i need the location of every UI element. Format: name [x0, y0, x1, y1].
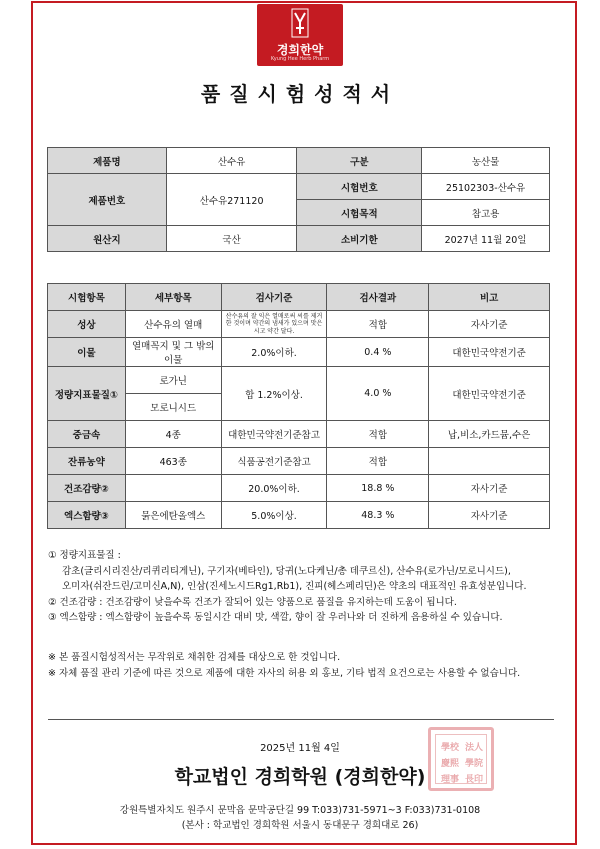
- logo-subtitle: Kyung Hee Herb Pharm: [270, 56, 330, 62]
- logo-emblem-icon: [291, 8, 309, 38]
- footnotes: [48, 548, 568, 626]
- header-note: 비고: [429, 284, 550, 311]
- origin-label: 원산지: [48, 226, 167, 252]
- row-marker-standard: 합 1.2%이상.: [221, 367, 327, 421]
- footnote-1-line-b: 오미자(쉬잔드린/고미신A,N), 인삼(진세노시드Rg1,Rb1), 진피(헤스페리딘)은 약초의 대표적인 유효성분입니다.: [62, 581, 527, 592]
- row-foreign-standard: 2.0%이하.: [221, 338, 327, 367]
- footnote-1-line-a: 감초(글리시리진산/리퀴리티게닌), 구기자(베타인), 당귀(노다케닌/총 데쿠르신), 산수유(로가닌/모로니시드),: [62, 565, 511, 577]
- row-extract-detail: 묽은에탄올엑스: [125, 502, 221, 529]
- row-extract-note: 자사기준: [429, 502, 550, 529]
- test-results-table: [47, 283, 550, 529]
- test-no-label: 시험번호: [297, 174, 422, 200]
- row-marker-note: 대한민국약전기준: [429, 367, 550, 421]
- row-heavy-metal-detail: 4종: [125, 421, 221, 448]
- row-appearance-standard: 산수유의 잘 익은 열매로써 씨를 제거한 것이며 약간의 냄새가 있으며 맛은 시고 약간 달다.: [221, 311, 327, 338]
- footnote-3: ③ 엑스함량 : 엑스함량이 높을수록 동일시간 대비 맛, 색깔, 향이 잘 우러나와 더 진하게 음용하실 수 있습니다.: [48, 612, 503, 623]
- row-drying-loss-detail: [125, 475, 221, 502]
- official-seal-icon: 學校 法人 慶熙 學院 理事 長印: [428, 727, 494, 791]
- row-appearance-result: 적합: [327, 311, 429, 338]
- row-foreign-note: 대한민국약전기준: [429, 338, 550, 367]
- header-standard: 검사기준: [221, 284, 327, 311]
- test-no-value: 25102303-산수유: [422, 174, 550, 200]
- row-drying-loss-standard: 20.0%이하.: [221, 475, 327, 502]
- row-drying-loss-result: 18.8 %: [327, 475, 429, 502]
- row-foreign-detail: 열매꼭지 및 그 밖의 이물: [125, 338, 221, 367]
- row-extract-result: 48.3 %: [327, 502, 429, 529]
- purpose-label: 시험목적: [297, 200, 422, 226]
- product-info-table: [47, 147, 550, 252]
- row-extract-item: 엑스함량③: [48, 502, 126, 529]
- row-drying-loss-note: 자사기준: [429, 475, 550, 502]
- product-name-value: 산수유: [166, 148, 297, 174]
- row-appearance-note: 자사기준: [429, 311, 550, 338]
- company-logo: [257, 4, 343, 66]
- headquarters-address: (본사 : 학교법인 경희학원 서울시 동대문구 경희대로 26): [181, 820, 419, 831]
- disclaimer-2: ※ 자체 품질 관리 기준에 따른 것으로 제품에 대한 자사의 허용 외 홍보, 기타 법적 요건으로는 사용할 수 없습니다.: [48, 668, 521, 679]
- row-marker-detail-1: 로가닌: [125, 367, 221, 394]
- divider: [48, 719, 554, 720]
- row-pesticide-result: 적합: [327, 448, 429, 475]
- row-appearance-item: 성상: [48, 311, 126, 338]
- row-marker-item: 정량지표물질①: [48, 367, 126, 421]
- row-marker-result: 4.0 %: [327, 367, 429, 421]
- row-pesticide-detail: 463종: [125, 448, 221, 475]
- row-heavy-metal-standard: 대한민국약전기준참고: [221, 421, 327, 448]
- header-detail: 세부항목: [125, 284, 221, 311]
- category-label: 구분: [297, 148, 422, 174]
- row-heavy-metal-note: 납,비소,카드뮴,수은: [429, 421, 550, 448]
- disclaimer-1: ※ 본 품질시험성적서는 무작위로 채취한 검체를 대상으로 한 것입니다.: [48, 652, 341, 663]
- issuer-name: 학교법인 경희학원 (경희한약): [174, 766, 426, 788]
- purpose-value: 참고용: [422, 200, 550, 226]
- expiry-label: 소비기한: [297, 226, 422, 252]
- origin-value: 국산: [166, 226, 297, 252]
- product-name-label: 제품명: [48, 148, 167, 174]
- logo-name: 경희한약: [276, 43, 324, 57]
- row-heavy-metal-result: 적합: [327, 421, 429, 448]
- row-heavy-metal-item: 중금속: [48, 421, 126, 448]
- row-marker-detail-2: 모로니시드: [125, 394, 221, 421]
- row-pesticide-standard: 식품공전기준참고: [221, 448, 327, 475]
- category-value: 농산물: [422, 148, 550, 174]
- header-result: 검사결과: [327, 284, 429, 311]
- row-drying-loss-item: 건조감량②: [48, 475, 126, 502]
- issue-date: 2025년 11월 4일: [260, 743, 340, 754]
- footnote-2: ② 건조감량 : 건조감량이 낮을수록 건조가 잘되어 있는 양품으로 품질을 유지하는데 도움이 됩니다.: [48, 596, 457, 608]
- row-pesticide-note: [429, 448, 550, 475]
- row-appearance-detail: 산수유의 열매: [125, 311, 221, 338]
- expiry-value: 2027년 11월 20일: [422, 226, 550, 252]
- company-address: 강원특별자치도 원주시 문막읍 문막공단길 99 T:033)731-5971~3 F:033)731-0108: [119, 805, 481, 816]
- disclaimers: [48, 650, 568, 682]
- row-foreign-result: 0.4 %: [327, 338, 429, 367]
- product-no-label: 제품번호: [48, 174, 167, 226]
- row-pesticide-item: 잔류농약: [48, 448, 126, 475]
- product-no-value: 산수유271120: [166, 174, 297, 226]
- row-foreign-item: 이물: [48, 338, 126, 367]
- header-test-item: 시험항목: [48, 284, 126, 311]
- row-extract-standard: 5.0%이상.: [221, 502, 327, 529]
- footnote-1: ① 정량지표물질 :: [48, 550, 121, 561]
- document-title: 품질시험성적서: [200, 82, 400, 106]
